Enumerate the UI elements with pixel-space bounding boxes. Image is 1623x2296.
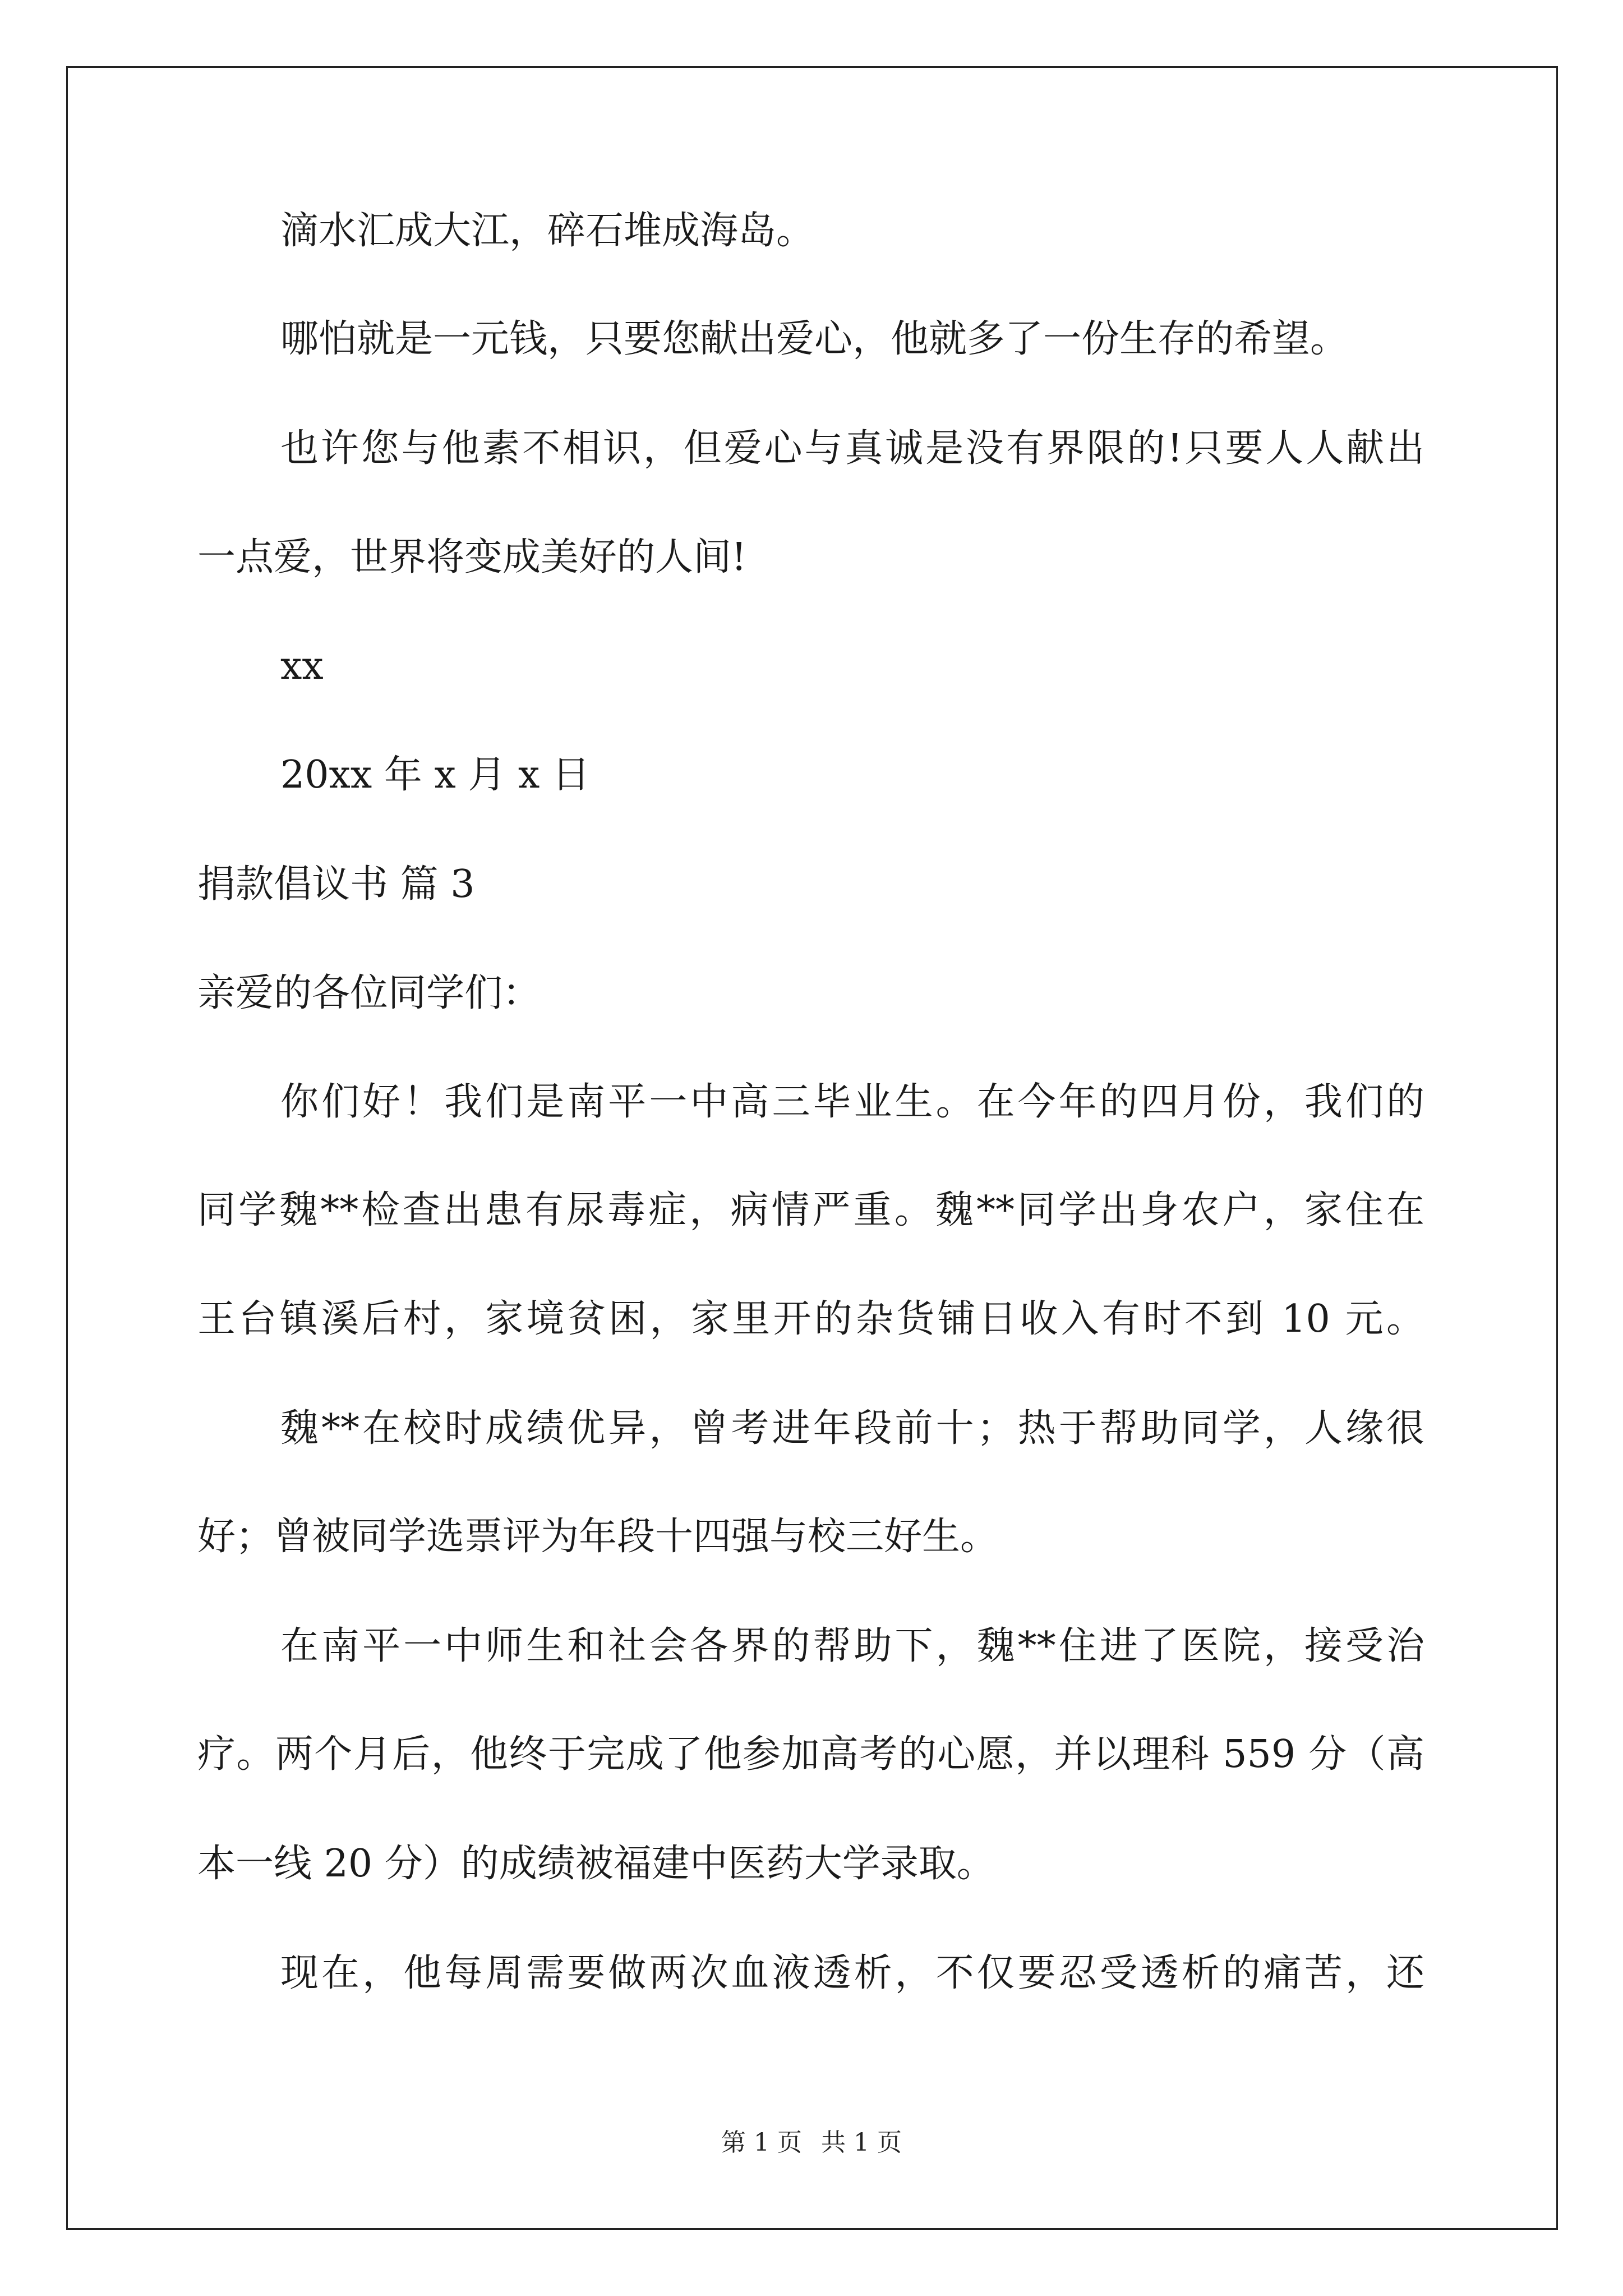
page-number: 第 1 页: [721, 2128, 802, 2157]
text-line: 魏**在校时成绩优异，曾考进年段前十；热于帮助同学，人缘很: [280, 1406, 1424, 1451]
salutation: 亲爱的各位同学们：: [197, 971, 541, 1015]
text-line: 同学魏**检查出患有尿毒症，病情严重。魏**同学出身农户，家住在: [197, 1188, 1424, 1232]
text-line: 也许您与他素不相识，但爱心与真诚是没有界限的!只要人人献出: [280, 426, 1424, 471]
date-line: 20xx 年 x 月 x 日: [280, 753, 591, 797]
page-total: 共 1 页: [821, 2128, 902, 2157]
text-line: xx: [280, 644, 324, 688]
text-line: 现在，他每周需要做两次血液透析，不仅要忍受透析的痛苦，还: [280, 1951, 1424, 1995]
text-line: 好；曾被同学选票评为年段十四强与校三好生。: [197, 1515, 999, 1559]
section-heading: 捐款倡议书 篇 3: [197, 862, 475, 907]
text-line: 一点爱，世界将变成美好的人间!: [197, 535, 747, 579]
text-line: 滴水汇成大江，碎石堆成海岛。: [280, 209, 815, 253]
text-line: 疗。两个月后，他终于完成了他参加高考的心愿，并以理科 559 分（高: [197, 1732, 1424, 1777]
page-footer: [0, 2129, 1623, 2157]
text-line: 本一线 20 分）的成绩被福建中医药大学录取。: [197, 1842, 995, 1886]
text-line: 你们好！我们是南平一中高三毕业生。在今年的四月份，我们的: [280, 1080, 1424, 1124]
text-line: 王台镇溪后村，家境贫困，家里开的杂货铺日收入有时不到 10 元。: [197, 1297, 1424, 1341]
text-line: 哪怕就是一元钱，只要您献出爱心，他就多了一份生存的希望。: [280, 317, 1349, 361]
page-border: [66, 66, 1558, 2230]
text-line: 在南平一中师生和社会各界的帮助下，魏**住进了医院，接受治: [280, 1624, 1424, 1668]
